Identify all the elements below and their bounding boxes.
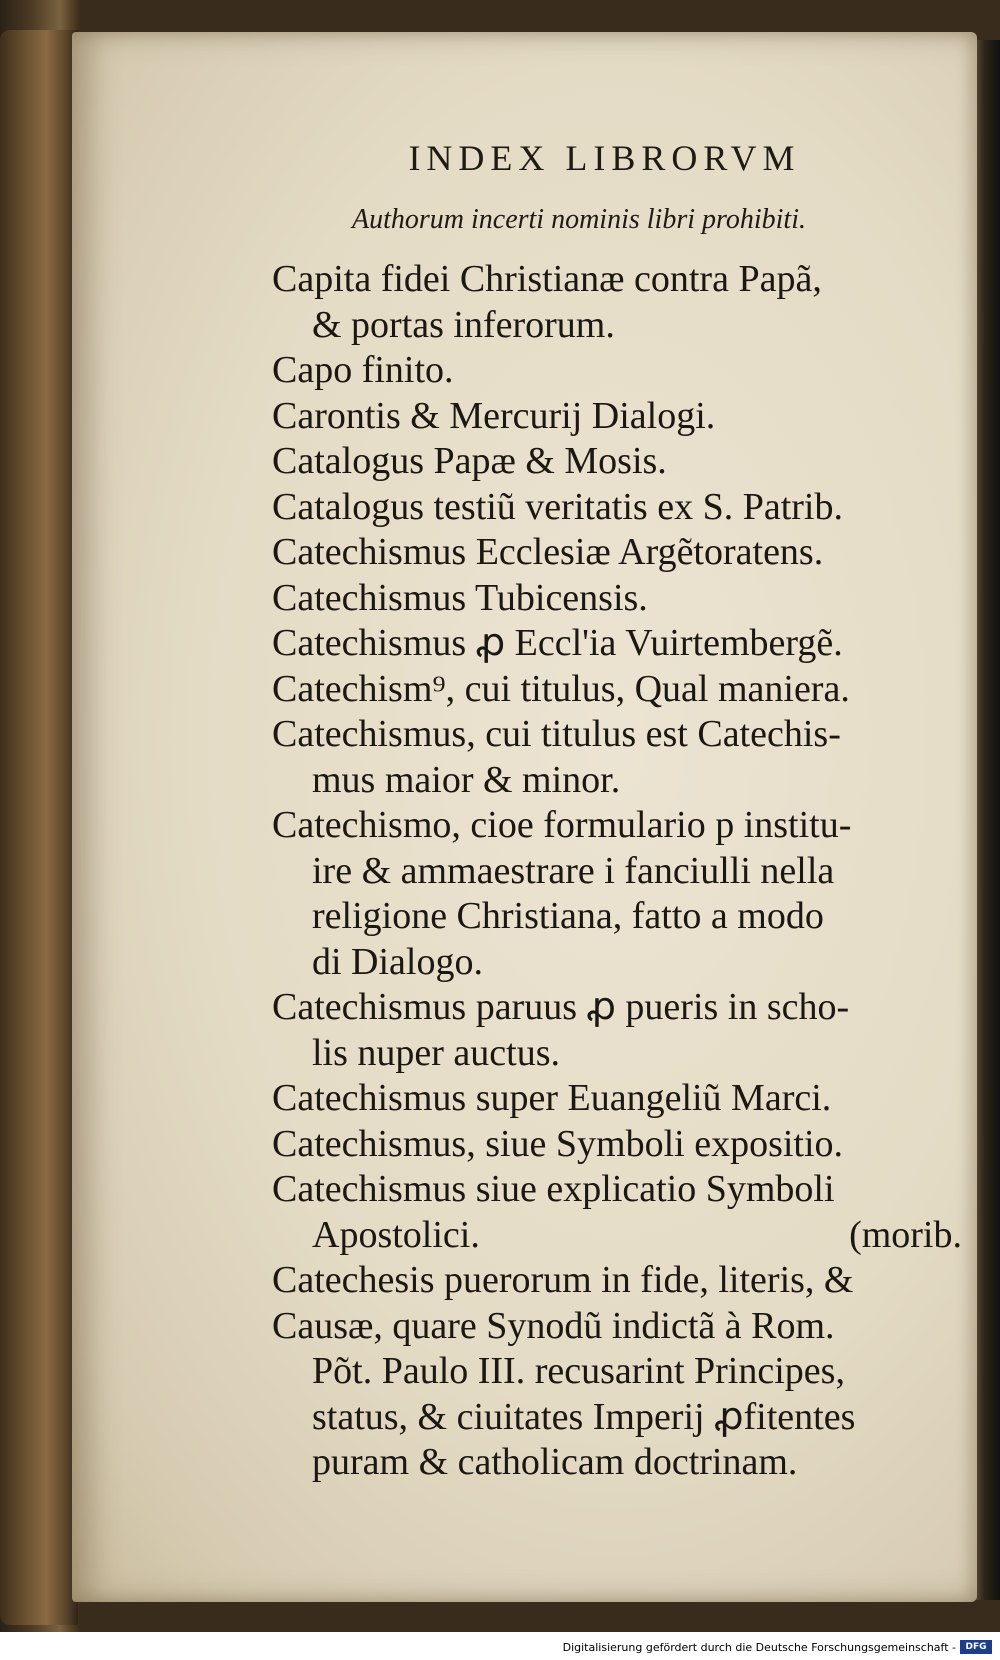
index-entry-line [272, 712, 962, 758]
index-entry-line [272, 530, 962, 576]
index-entry-line [272, 1440, 962, 1486]
entry-text: ire & ammaestrare i fanciulli nella [312, 849, 835, 892]
entry-text: Catalogus testiũ veritatis ex S. Patrib. [272, 485, 843, 528]
index-entry-line [272, 621, 962, 667]
index-entry-line [272, 439, 962, 485]
index-entry-line [272, 667, 962, 713]
entry-text: Capo finito. [272, 349, 454, 391]
index-entries [272, 257, 962, 1486]
index-entry-line [272, 1031, 962, 1077]
index-entry-line [272, 985, 962, 1031]
entry-text: mus maior & minor. [312, 758, 621, 801]
book-page [72, 32, 977, 1602]
index-entry-line [272, 257, 962, 303]
footer-credit: Digitalisierung gefördert durch die Deutsche Forschungsgemeinschaft - [562, 1641, 956, 1654]
entry-text: status, & ciuitates Imperij ꝓfitentes [312, 1395, 856, 1438]
index-entry-line [272, 348, 962, 394]
entry-text: Catechism⁹, cui titulus, Qual maniera. [272, 667, 850, 710]
index-entry-line [272, 1395, 962, 1441]
entry-carryover-text: (morib. [849, 1213, 962, 1256]
index-entry-line [272, 1213, 962, 1259]
index-entry-line [272, 1167, 962, 1213]
dfg-logo: DFG [960, 1640, 992, 1654]
index-entry-line [272, 1349, 962, 1395]
entry-text: di Dialogo. [312, 940, 483, 983]
entry-text: Catechismus ꝓ Eccl'ia Vuirtembergẽ. [272, 622, 843, 664]
index-entry-line [272, 894, 962, 940]
entry-text: Catechismus paruus ꝓ pueris in scho- [272, 986, 850, 1028]
index-entry-line [272, 849, 962, 895]
page-edge [975, 40, 1000, 1600]
page-title: INDEX LIBRORVM [408, 138, 801, 178]
entry-text: Catechismus, cui titulus est Catechis- [272, 713, 841, 755]
section-heading: Authorum incerti nominis libri prohibiti. [352, 204, 806, 235]
index-entry-line [272, 940, 962, 986]
entry-text: Causæ, quare Synodũ indictã à Rom. [272, 1304, 835, 1347]
entry-text: Catechismus Tubicensis. [272, 576, 648, 619]
entry-text: lis nuper auctus. [312, 1031, 561, 1074]
entry-text: Catechismus super Euangeliũ Marci. [272, 1077, 832, 1119]
entry-text: Catechismus, siue Symboli expositio. [272, 1122, 844, 1165]
index-entry-line [272, 1258, 962, 1304]
entry-text: Apostolici. [312, 1213, 480, 1256]
index-entry-line [272, 303, 962, 349]
entry-text: Põt. Paulo III. recusarint Principes, [312, 1350, 845, 1392]
entry-text: puram & catholicam doctrinam. [312, 1441, 798, 1483]
entry-text: Capita fidei Christianæ contra Papã, [272, 258, 822, 300]
entry-text: Catechismus Ecclesiæ Argẽtoratens. [272, 531, 824, 573]
entry-text: & portas inferorum. [312, 303, 615, 346]
entry-text: Catechismus siue explicatio Symboli [272, 1168, 835, 1210]
entry-text: Carontis & Mercurij Dialogi. [272, 394, 716, 437]
index-entry-line [272, 1122, 962, 1168]
index-entry-line [272, 1076, 962, 1122]
entry-text: Catechismo, cioe formulario p institu- [272, 804, 852, 846]
index-entry-line [272, 803, 962, 849]
entry-text: Catalogus Papæ & Mosis. [272, 440, 667, 482]
index-entry-line [272, 485, 962, 531]
index-entry-line [272, 1304, 962, 1350]
entry-text: religione Christiana, fatto a modo [312, 895, 824, 937]
index-entry-line [272, 758, 962, 804]
entry-text: Catechesis puerorum in fide, literis, & [272, 1259, 854, 1301]
index-entry-line [272, 576, 962, 622]
index-entry-line [272, 394, 962, 440]
book-spine [0, 30, 78, 1625]
